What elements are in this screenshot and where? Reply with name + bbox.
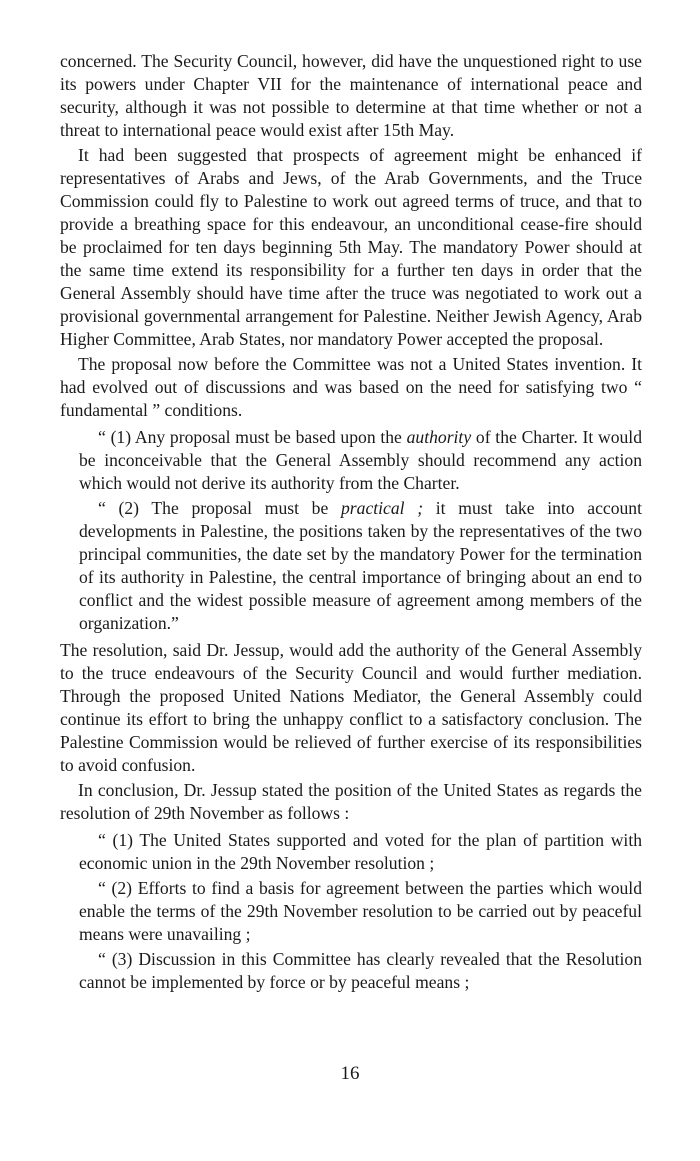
page-number: 16 (340, 1063, 360, 1084)
body-text (60, 50, 642, 994)
paragraph-resolution: The resolution, said Dr. Jessup, would add the authority of the General Assembly to the truce endeavours of the Security Council and would further mediation. Through the proposed United Nations Mediator, the General Assembly could continue its effort to bring the unhappy conflict to a satisfactory conclusion. The Palestine Commission would be relieved of further exercise of its responsibilities to avoid confusion. (60, 640, 642, 775)
quote-text: “ (2) The proposal must be (98, 498, 341, 518)
quote-text: of the Charter. It would be inconceivable that the General Assembly should recommend any action which would not derive its authority from the Charter. (79, 427, 642, 493)
quote-position-1: “ (1) The United States supported and voted for the plan of partition with economic union in the 29th November resolution ; (79, 830, 642, 873)
quote-condition-1 (79, 426, 642, 495)
paragraph-us-proposal: The proposal now before the Committee was not a United States invention. It had evolved out of discussions and was based on the need for satisfying two “ fundamental ” conditions. (60, 354, 642, 420)
paragraph-conclusion: In conclusion, Dr. Jessup stated the position of the United States as regards the resolution of 29th November as follows : (60, 780, 642, 823)
quote-position-2: “ (2) Efforts to find a basis for agreement between the parties which would enable the terms of the 29th November resolution to be carried out by peaceful means were unavailing ; (79, 878, 642, 944)
quote-text: “ (1) Any proposal must be based upon the (98, 427, 407, 447)
paragraph-truce-proposal: It had been suggested that prospects of agreement might be enhanced if representatives of Arabs and Jews, of the Arab Governments, and the Truce Commission could fly to Palestine to work out agreed terms of truce, and that to provide a breathing space for this endeavour, an unconditional cease-fire should be proclaimed for ten days beginning 5th May. The mandatory Power should at the same time extend its responsibility for a further ten days in order that the General Assembly should have time after the truce was negotiated to work out a provisional governmental arrangement for Palestine. Neither Jewish Agency, Arab Higher Committee, Arab States, nor mandatory Power accepted the proposal. (60, 145, 642, 349)
emphasis-authority: authority (406, 427, 472, 447)
quote-text: it must take into account developments in Palestine, the positions taken by the representatives of the two principal communities, the date set by the mandatory Power for the termination of its authority in Palestine, the central importance of bringing about an end to conflict and the widest possible measure of agreement among members of the organization.” (79, 498, 642, 633)
quote-condition-2 (79, 497, 642, 635)
continuation-paragraph: concerned. The Security Council, however, did have the unquestioned right to use its powers under Chapter VII for the maintenance of international peace and security, although it was not possible to determine at that time whether or not a threat to international peace would exist after 15th May. (60, 51, 642, 140)
quote-position-3: “ (3) Discussion in this Committee has clearly revealed that the Resolution cannot be implemented by force or by peaceful means ; (79, 949, 642, 992)
emphasis-practical: practical ; (341, 498, 424, 518)
